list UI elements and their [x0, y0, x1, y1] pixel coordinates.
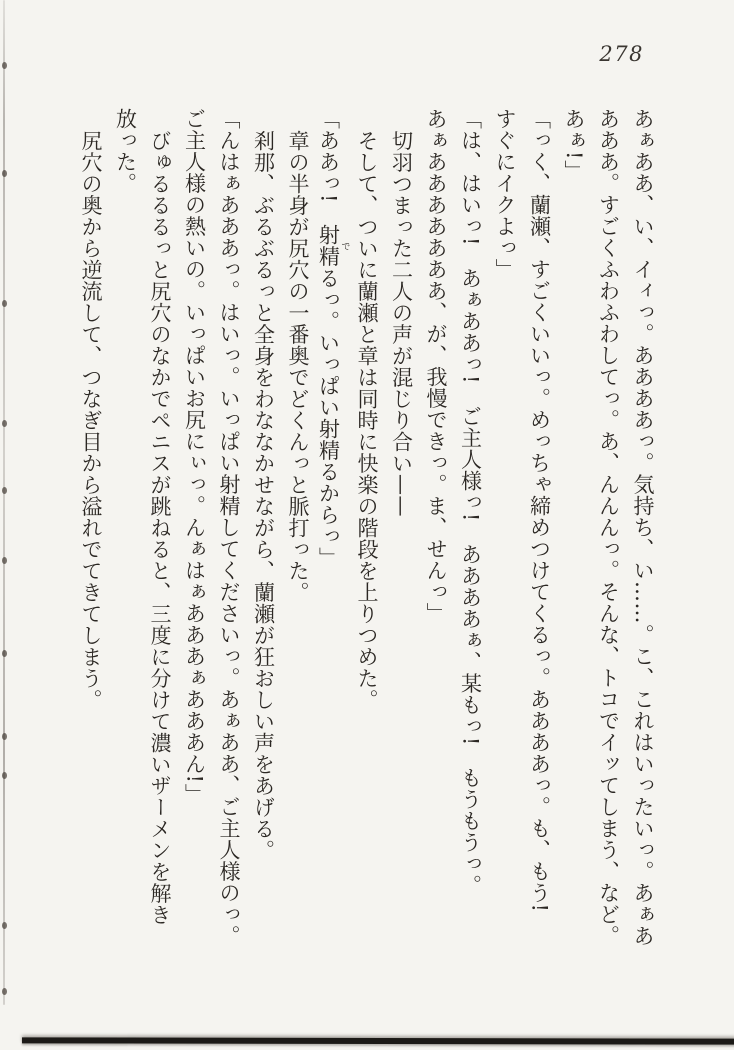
text-column: あぁあああああああ、が、我慢できっ。ま、せんっ」 — [424, 108, 448, 624]
text-column: あぁああ、い、イィっ。ああああっ。気持ち、い……。こ、これはいったいっ。あぁあ — [631, 108, 655, 947]
scan-left-edge-artifact — [3, 0, 5, 1005]
ruby-annotated-word: 射精 で — [316, 224, 350, 268]
scan-speck — [2, 772, 7, 779]
text-block — [72, 108, 660, 956]
text-column: 「は、はいっ! あぁああっ! ご主人様っ! ああああぁ、某もっ! もうもうっ。 — [458, 108, 483, 897]
text-column: 尻穴の奥から逆流して、つなぎ目から溢れでてきてしまう。 — [79, 130, 103, 711]
text-column: ご主人様の熱いの。いっぱいお尻にぃっ。んぁはぁあああぁあああん!」 — [182, 108, 207, 805]
text-column: 章の半身が尻穴の一番奥でどくんっと脈打った。 — [286, 130, 310, 603]
text-column: 放った。 — [113, 108, 138, 194]
text-column: 「ああっ! 射精 でるっ。いっぱい射精るからっ」 — [316, 108, 350, 569]
page-number: 278 — [599, 42, 644, 66]
text-column: 「っく、蘭瀬、すごくいいっ。めっちゃ締めつけてくるっ。ああああっ。も、もう! — [527, 108, 552, 913]
furigana: で — [339, 224, 350, 268]
text-column: あああ。すごくふわふわしてっ。あ、んんんっ。そんな、トコでイッてしまう、など。 — [596, 108, 621, 947]
scan-bottom-edge-artifact — [22, 1037, 734, 1044]
text-column: 「んはぁあああっ。はいっ。いっぱい射精してくださいっ。あぁああ、ご主人様のっ。 — [217, 108, 241, 947]
text-column: 切羽つまった二人の声が混じり合い—— — [389, 130, 414, 517]
text-column: すぐにイクよっ」 — [493, 108, 517, 280]
scan-speck — [2, 557, 7, 564]
scan-speck — [2, 487, 7, 494]
text-column: そして、ついに蘭瀬と章は同時に快楽の階段を上りつめた。 — [355, 130, 379, 711]
text-column: 刹那、ぶるぶるっと全身をわななかせながら、蘭瀬が狂おしい声をあげる。 — [251, 130, 276, 861]
text-column: びゅるるるっと尻穴のなかでペニスが跳ねると、三度に分けて濃いザーメンを解き — [148, 130, 172, 926]
scan-speck — [2, 650, 7, 657]
scan-speck — [2, 170, 7, 177]
scan-speck — [2, 922, 7, 929]
scan-speck — [2, 62, 7, 69]
scan-speck — [2, 733, 7, 740]
scan-speck — [2, 420, 7, 427]
text-column: あぁ!」 — [562, 108, 586, 182]
scan-speck — [2, 988, 7, 995]
scan-speck — [2, 300, 7, 307]
